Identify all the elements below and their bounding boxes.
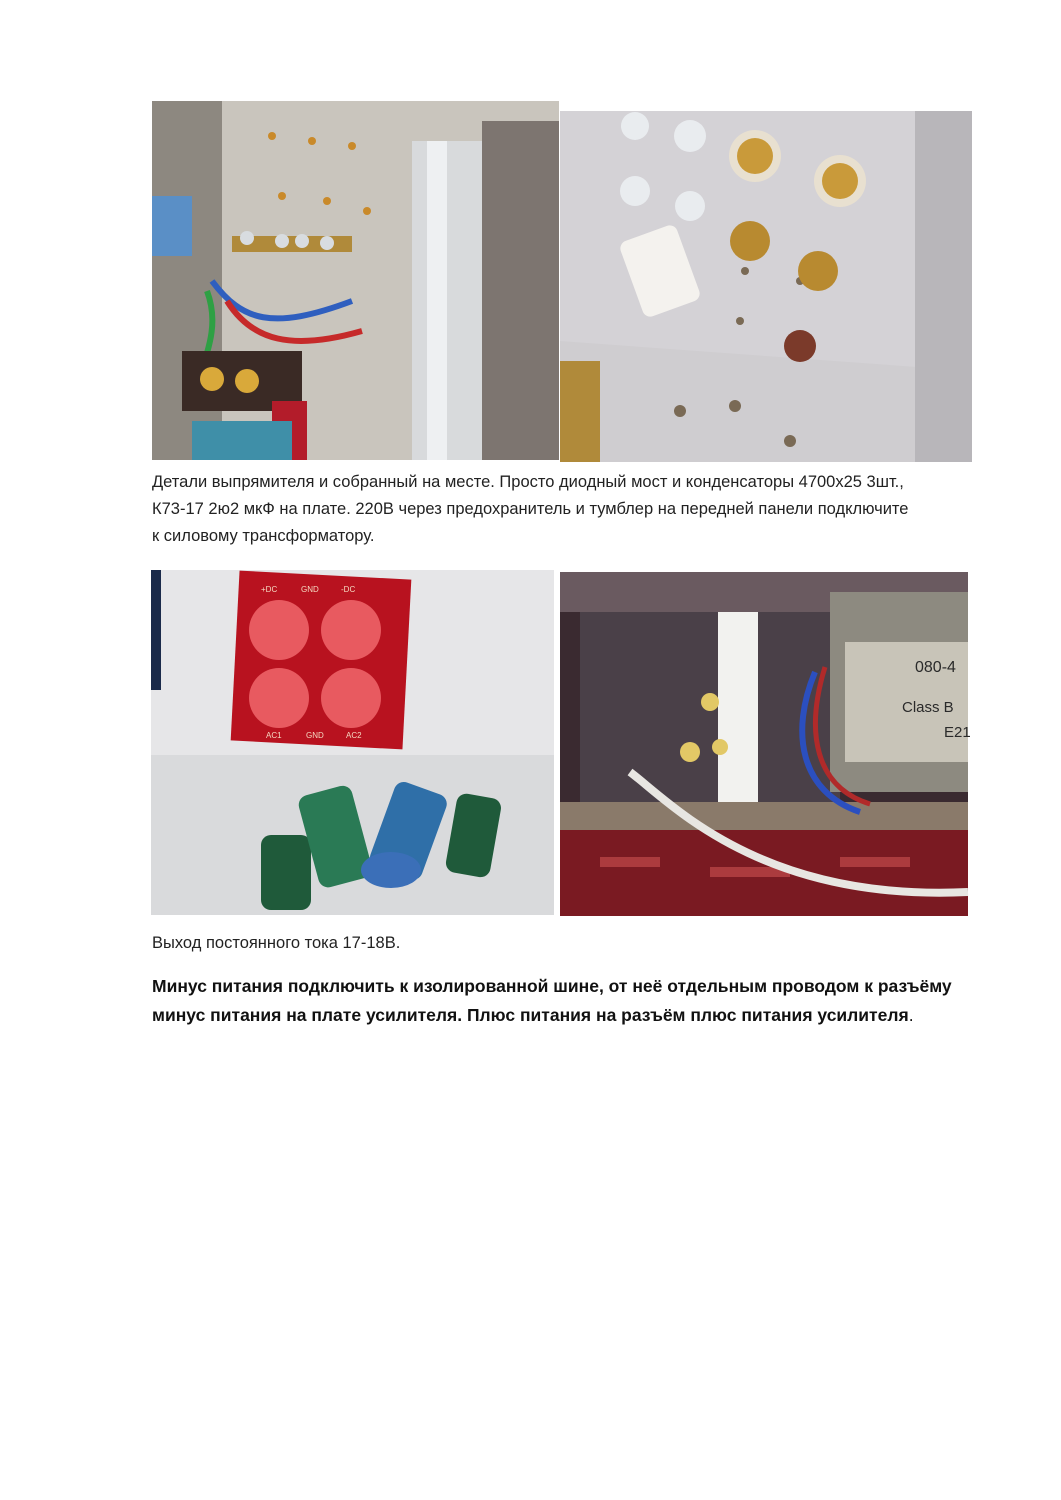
pcb-label: AC2 [346, 731, 362, 740]
caption-dc-output: Выход постоянного тока 17-18В. [152, 934, 401, 952]
pcb-label: AC1 [266, 731, 282, 740]
pcb-label: GND [306, 731, 324, 740]
transformer-label: Class B [902, 699, 954, 716]
photo-rear-panel [560, 111, 972, 462]
caption-rectifier: Детали выпрямителя и собранный на месте. Просто диодный мост и конденсаторы 4700х25 3шт., К73-17 2ю2 мкФ на плате. 220В через предохранитель и тумблер на передней панели подключите к силовому трансформатору. [152, 473, 909, 545]
transformer-label: E21 [944, 724, 971, 741]
wiring-note-end: . [908, 1005, 914, 1025]
wiring-note [152, 972, 972, 1030]
transformer-label: 080-4 [915, 659, 956, 676]
pcb-label: GND [301, 585, 319, 594]
photo-transformer-installed [560, 572, 971, 916]
photo-chassis-interior [152, 101, 559, 460]
photo-rectifier-pcb [151, 570, 554, 915]
pcb-label: -DC [341, 585, 356, 594]
pcb-label: +DC [261, 585, 278, 594]
wiring-note-text: Минус питания подключить к изолированной шине, от неё отдельным проводом к разъёму минус питания на плате усилителя. Плюс питания на разъём плюс питания усилителя [152, 976, 952, 1025]
